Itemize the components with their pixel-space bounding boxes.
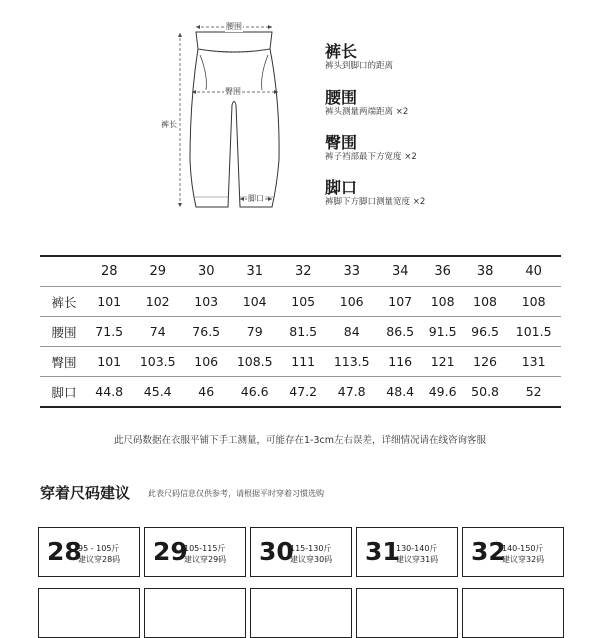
hem-label: 脚口	[248, 194, 264, 203]
row-label: 裤长	[40, 287, 88, 317]
measure-title: 裤长	[325, 42, 358, 61]
size-header: 36	[421, 256, 463, 287]
table-cell: 108.5	[227, 347, 282, 377]
table-cell: 49.6	[428, 384, 457, 399]
table-cell: 108	[421, 287, 463, 317]
card-weight-range: 140-150斤	[502, 544, 544, 553]
measure-length	[325, 42, 393, 72]
size-card	[144, 527, 246, 577]
table-cell: 101	[88, 347, 130, 377]
pants-illustration	[0, 0, 600, 230]
size-table	[40, 255, 561, 408]
recommend-title: 穿着尺码建议	[40, 484, 131, 502]
table-cell: 131	[506, 347, 561, 377]
table-cell: 107	[379, 287, 421, 317]
table-header-row	[40, 256, 561, 287]
card-weight-range: 105-115斤	[184, 544, 226, 553]
table-row	[40, 317, 561, 347]
table-cell: 102	[130, 287, 185, 317]
card-fit: 建议穿29码	[184, 555, 227, 564]
table-cell: 103	[185, 287, 227, 317]
size-card	[38, 527, 140, 577]
hip-label: 臀围	[225, 87, 241, 96]
size-header: 28	[88, 256, 130, 287]
table-cell: 121	[421, 347, 463, 377]
size-header: 31	[227, 256, 282, 287]
measurement-note: 此尺码数据在衣服平铺下手工测量，可能存在1-3cm左右误差，详细情况请在线咨询客服	[114, 435, 486, 446]
table-cell: 111	[282, 347, 324, 377]
table-cell: 116	[379, 347, 421, 377]
measure-title: 腰围	[325, 88, 358, 107]
table-cell: 106	[185, 347, 227, 377]
length-label: 裤长	[161, 120, 177, 129]
card-weight-range: 95 - 105斤	[78, 544, 120, 553]
size-header: 29	[130, 256, 185, 287]
table-corner	[40, 256, 88, 287]
waist-label: 腰围	[226, 22, 242, 31]
table-cell: 76.5	[185, 317, 227, 347]
size-card	[250, 527, 352, 577]
size-card	[462, 527, 564, 577]
table-cell: 47.8	[337, 384, 366, 399]
table-cell: 79	[227, 317, 282, 347]
table-cell: 96.5	[464, 317, 506, 347]
table-row	[40, 347, 561, 377]
size-header: 40	[506, 256, 561, 287]
table-cell: 47.2	[289, 384, 318, 399]
table-cell: 46	[198, 384, 215, 399]
card-size: 31	[365, 537, 400, 566]
measure-desc: 裤子裆部最下方宽度 ×2	[325, 152, 417, 162]
table-row	[40, 377, 561, 408]
table-row	[40, 287, 561, 317]
size-card-partial	[38, 588, 140, 638]
row-label: 臀围	[40, 347, 88, 377]
size-card	[356, 527, 458, 577]
size-header: 33	[324, 256, 379, 287]
table-cell: 48.4	[386, 384, 415, 399]
card-fit: 建议穿32码	[502, 555, 545, 564]
table-cell: 108	[506, 287, 561, 317]
card-weight-range: 115-130斤	[290, 544, 332, 553]
table-cell: 103.5	[130, 347, 185, 377]
measure-hem	[325, 178, 425, 208]
measure-title: 臀围	[325, 133, 358, 152]
size-header: 32	[282, 256, 324, 287]
measure-title: 脚口	[325, 178, 358, 197]
table-cell: 81.5	[282, 317, 324, 347]
size-header: 38	[464, 256, 506, 287]
table-cell: 101	[88, 287, 130, 317]
size-header: 34	[379, 256, 421, 287]
recommend-subtitle: 此表尺码信息仅供参考，请根据平时穿着习惯选购	[148, 489, 324, 498]
size-card-partial	[144, 588, 246, 638]
size-header: 30	[185, 256, 227, 287]
table-cell: 86.5	[379, 317, 421, 347]
card-size: 30	[259, 537, 294, 566]
measure-desc: 裤头到脚口的距离	[325, 61, 394, 71]
row-label: 腰围	[40, 317, 88, 347]
table-cell: 106	[324, 287, 379, 317]
table-cell: 104	[227, 287, 282, 317]
table-cell: 91.5	[421, 317, 463, 347]
table-cell: 71.5	[88, 317, 130, 347]
table-cell: 45.4	[143, 384, 172, 399]
card-fit: 建议穿30码	[290, 555, 333, 564]
table-cell: 50.8	[471, 384, 500, 399]
table-cell: 108	[464, 287, 506, 317]
card-size: 28	[47, 537, 82, 566]
table-cell: 44.8	[95, 384, 124, 399]
table-cell: 113.5	[324, 347, 379, 377]
measure-desc: 裤头测量两端距离 ×2	[325, 107, 409, 117]
table-cell: 46.6	[240, 384, 269, 399]
row-label: 脚口	[51, 384, 77, 400]
size-card-partial	[462, 588, 564, 638]
size-card-partial	[356, 588, 458, 638]
measure-hip	[325, 133, 417, 163]
table-cell: 101.5	[506, 317, 561, 347]
table-cell: 52	[525, 384, 542, 399]
table-cell: 84	[324, 317, 379, 347]
card-size: 32	[471, 537, 506, 566]
measure-waist	[325, 88, 408, 118]
card-fit: 建议穿28码	[78, 555, 121, 564]
table-cell: 105	[282, 287, 324, 317]
pants-diagram	[0, 0, 600, 230]
card-weight-range: 130-140斤	[396, 544, 438, 553]
card-size: 29	[153, 537, 188, 566]
card-fit: 建议穿31码	[396, 555, 439, 564]
measure-desc: 裤脚下方脚口测量宽度 ×2	[325, 197, 426, 207]
table-cell: 126	[464, 347, 506, 377]
table-cell: 74	[130, 317, 185, 347]
size-card-partial	[250, 588, 352, 638]
